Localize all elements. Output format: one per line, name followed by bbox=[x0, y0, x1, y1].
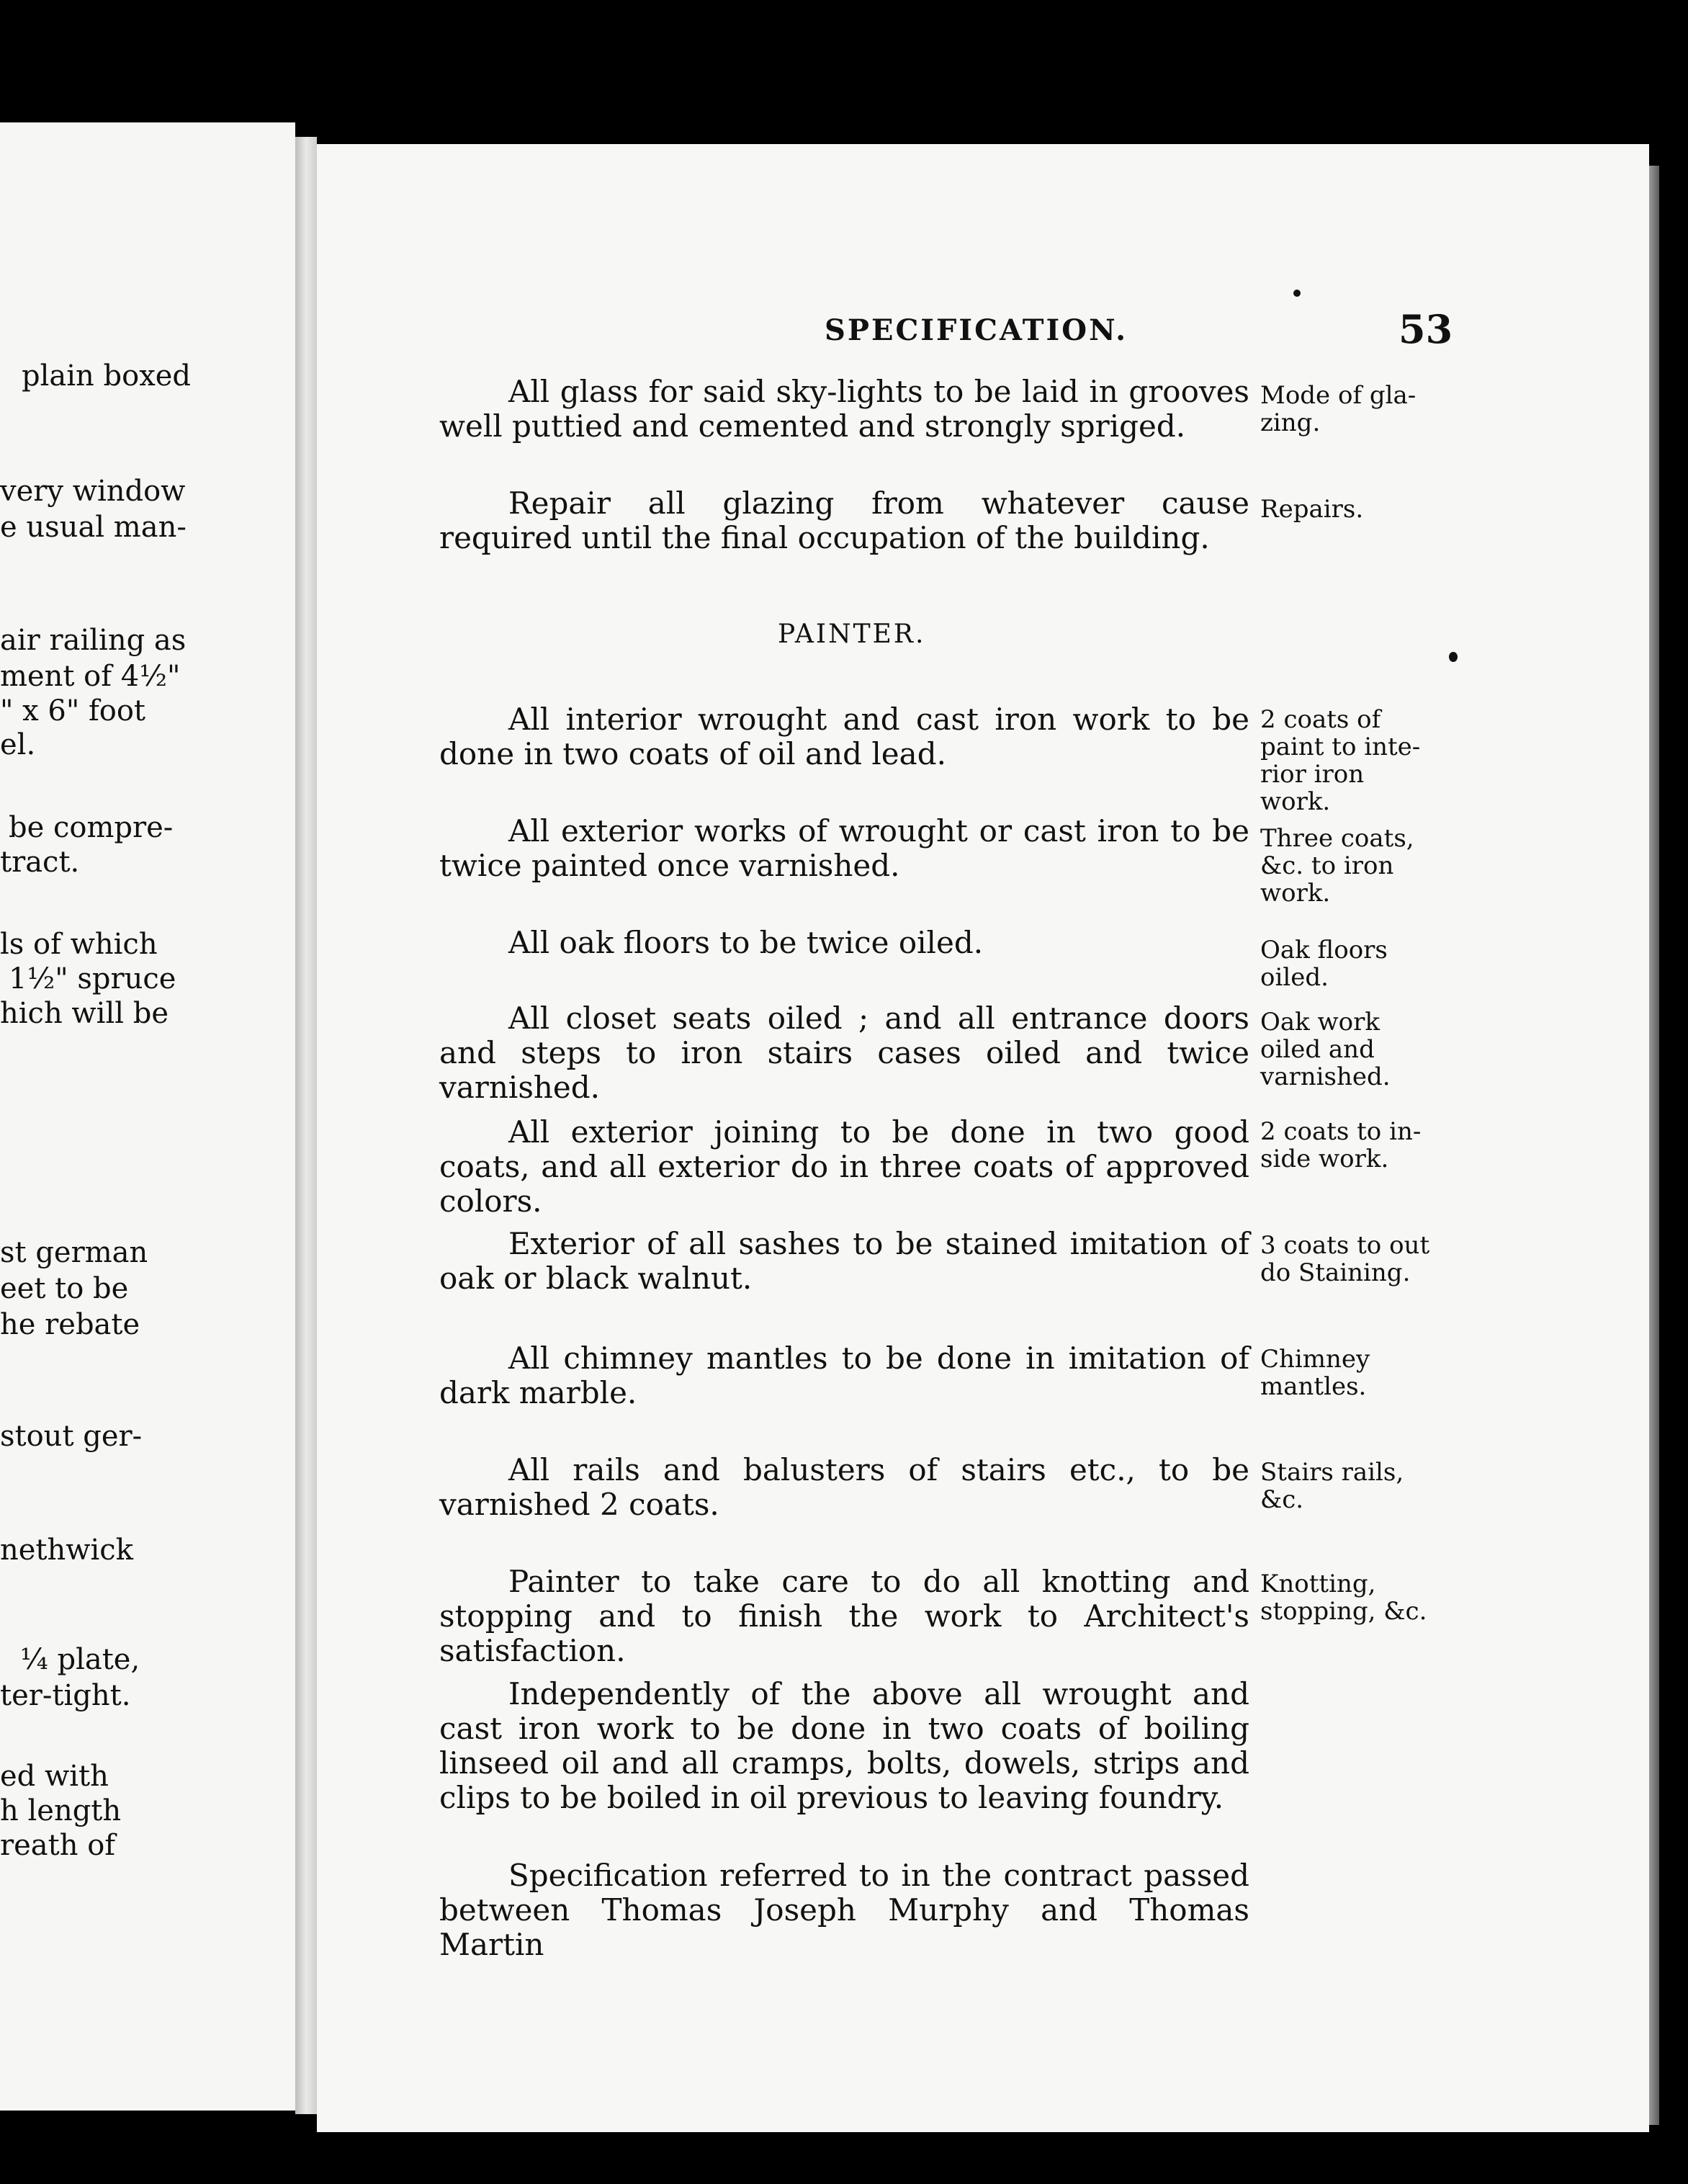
paragraph-closet-seats: All closet seats oiled ; and all entrance doors and steps to iron stairs cases oiled and twice varnished. bbox=[439, 1001, 1249, 1105]
section-heading: PAINTER. bbox=[778, 619, 926, 649]
margin-note: Oak work oiled and varnished. bbox=[1260, 1008, 1391, 1091]
margin-note: Mode of gla- zing. bbox=[1260, 381, 1417, 437]
left-fragment: reath of bbox=[0, 1829, 116, 1862]
margin-note: Knotting, stopping, &c. bbox=[1260, 1570, 1427, 1626]
paragraph-independently: Independently of the above all wrought and cast iron work to be done in two coats of boiling linseed oil and all cramps, bolts, dowels, strips and clips to be boiled in oil previous to leaving foundry. bbox=[439, 1676, 1249, 1815]
margin-note: Repairs. bbox=[1260, 495, 1364, 524]
left-page bbox=[0, 122, 295, 2111]
left-fragment: plain boxed bbox=[22, 359, 192, 393]
ink-speck bbox=[1293, 290, 1301, 297]
paragraph-repairs: Repair all glazing from whatever cause required until the final occupation of the building. bbox=[439, 485, 1249, 555]
paragraph-interior-iron: All interior wrought and cast iron work to be done in two coats of oil and lead. bbox=[439, 702, 1249, 771]
paragraph-exterior-iron: All exterior works of wrought or cast iron to be twice painted once varnished. bbox=[439, 813, 1249, 883]
paragraph-exterior-joining: All exterior joining to be done in two good coats, and all exterior do in three coats of approved colors. bbox=[439, 1114, 1249, 1219]
left-fragment: nethwick bbox=[0, 1534, 133, 1567]
margin-note: 2 coats of paint to inte- rior iron work. bbox=[1260, 705, 1421, 816]
margin-note: Chimney mantles. bbox=[1260, 1345, 1370, 1401]
left-fragment: ed with bbox=[0, 1760, 109, 1793]
left-fragment: " x 6" foot bbox=[0, 694, 145, 728]
paragraph-glazing: All glass for said sky-lights to be laid in grooves well puttied and cemented and strongly spriged. bbox=[439, 374, 1249, 444]
left-fragment: very window bbox=[0, 475, 186, 508]
book-spine bbox=[295, 137, 317, 2114]
margin-note: Three coats, &c. to iron work. bbox=[1260, 824, 1414, 908]
left-fragment: ls of which bbox=[0, 928, 158, 961]
paragraph-knotting: Painter to take care to do all knotting and stopping and to finish the work to Architect's satisfaction. bbox=[439, 1564, 1249, 1668]
paragraph-chimney: All chimney mantles to be done in imitation of dark marble. bbox=[439, 1341, 1249, 1410]
margin-note: Stairs rails, &c. bbox=[1260, 1458, 1404, 1514]
left-fragment: tract. bbox=[0, 846, 80, 879]
left-fragment: ¼ plate, bbox=[20, 1643, 140, 1676]
margin-note: Oak floors oiled. bbox=[1260, 936, 1388, 992]
running-header: SPECIFICATION. bbox=[825, 313, 1128, 347]
left-fragment: stout ger- bbox=[0, 1420, 143, 1453]
left-fragment: eet to be bbox=[0, 1272, 129, 1305]
left-fragment: el. bbox=[0, 728, 36, 761]
page-edge bbox=[1649, 166, 1659, 2125]
left-fragment: be compre- bbox=[9, 811, 174, 844]
left-fragment: air railing as bbox=[0, 624, 187, 657]
left-fragment: he rebate bbox=[0, 1308, 140, 1341]
margin-note: 2 coats to in- side work. bbox=[1260, 1117, 1422, 1173]
paragraph-sashes: Exterior of all sashes to be stained imitation of oak or black walnut. bbox=[439, 1226, 1249, 1296]
margin-note: 3 coats to out do Staining. bbox=[1260, 1231, 1430, 1287]
page-number: 53 bbox=[1399, 306, 1453, 352]
paragraph-rails: All rails and balusters of stairs etc., to be varnished 2 coats. bbox=[439, 1452, 1249, 1522]
left-fragment: hich will be bbox=[0, 997, 169, 1030]
left-fragment: ter-tight. bbox=[0, 1679, 131, 1712]
left-fragment: 1½" spruce bbox=[9, 962, 176, 995]
ink-speck bbox=[1449, 652, 1458, 662]
left-fragment: ment of 4½" bbox=[0, 660, 181, 693]
left-fragment: h length bbox=[0, 1794, 122, 1827]
left-fragment: st german bbox=[0, 1236, 148, 1269]
left-fragment: e usual man- bbox=[0, 511, 187, 544]
paragraph-oak-floors: All oak floors to be twice oiled. bbox=[508, 925, 984, 960]
paragraph-contract: Specification referred to in the contract passed between Thomas Joseph Murphy and Thomas Martin bbox=[439, 1858, 1249, 1962]
